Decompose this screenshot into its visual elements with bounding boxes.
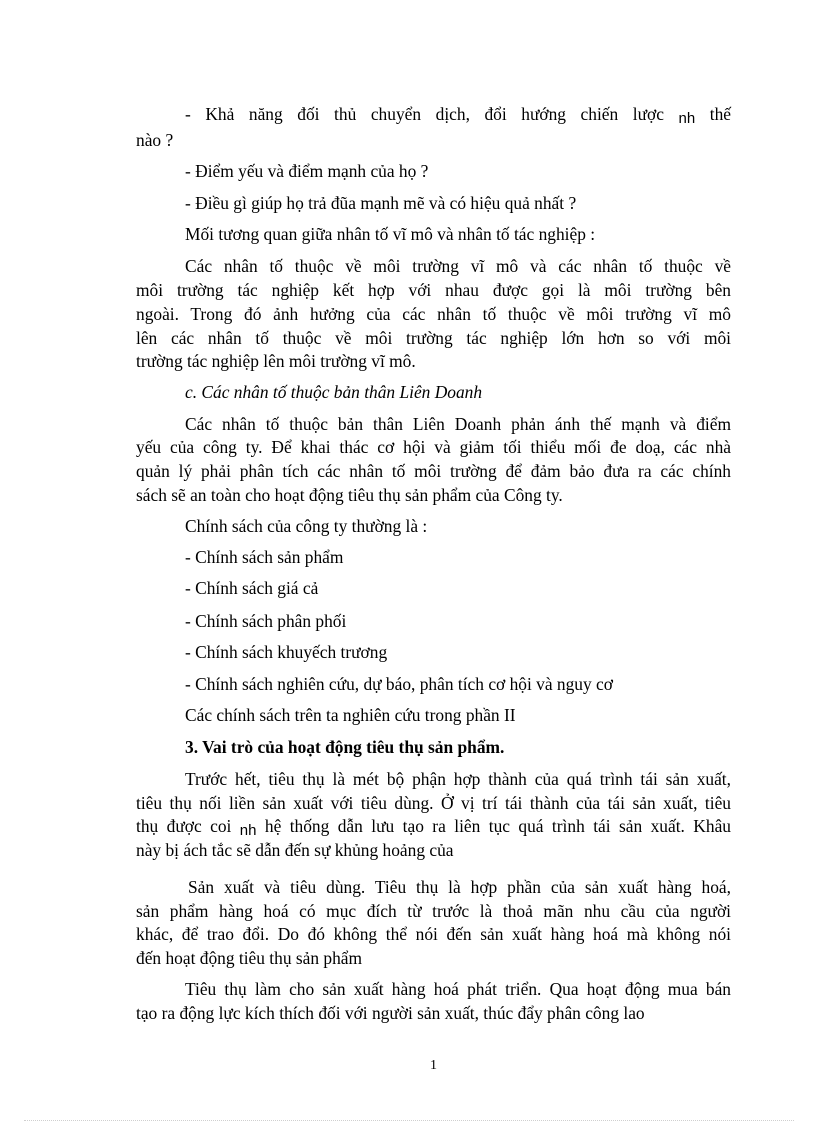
section-heading: 3. Vai trò của hoạt động tiêu thụ sản phẩm. xyxy=(185,737,505,757)
text-line: Tiêu thụ làm cho sản xuất hàng hoá phát triển. Qua hoạt động mua bán xyxy=(185,979,731,999)
page-number: 1 xyxy=(430,1058,437,1073)
text-line xyxy=(136,815,731,839)
text-segment: nh xyxy=(239,822,257,839)
text-line: lên các nhân tố thuộc về môi trường tác nghiệp lớn hơn so với môi xyxy=(136,328,731,348)
text-line: đến hoạt động tiêu thụ sản phẩm xyxy=(136,948,363,968)
text-line: môi trường tác nghiệp kết hợp với nhau được gọi là môi trường bên xyxy=(136,280,731,300)
text-segment: - Khả năng đối thủ chuyển dịch, đổi hướng chiến lược xyxy=(185,104,679,124)
text-segment: nh xyxy=(678,110,696,127)
text-line: ngoài. Trong đó ảnh hưởng của các nhân tố thuộc về môi trường vĩ mô xyxy=(136,304,731,324)
list-item: - Chính sách phân phối xyxy=(185,611,347,631)
text-line: yếu của công ty. Để khai thác cơ hội và giảm tối thiểu mối đe doạ, các nhà xyxy=(136,437,731,457)
text-line: quản lý phải phân tích các nhân tố môi trường để đảm bảo đưa ra các chính xyxy=(136,461,731,481)
text-line: tiêu thụ nối liền sản xuất với tiêu dùng. Ở vị trí tái thành của tái sản xuất, tiêu xyxy=(136,793,731,813)
text-line: Chính sách của công ty thường là : xyxy=(185,516,428,536)
list-item: - Chính sách nghiên cứu, dự báo, phân tích cơ hội và nguy cơ xyxy=(185,674,613,694)
text-line: sách sẽ an toàn cho hoạt động tiêu thụ sản phẩm của Công ty. xyxy=(136,485,563,505)
text-segment: thụ được coi xyxy=(136,816,240,836)
text-line: Các chính sách trên ta nghiên cứu trong phần II xyxy=(185,705,516,725)
text-line: sản phẩm hàng hoá có mục đích từ trước là thoả mãn nhu cầu của người xyxy=(136,901,731,921)
text-line: trường tác nghiệp lên môi trường vĩ mô. xyxy=(136,351,416,371)
text-line: nào ? xyxy=(136,130,174,150)
text-segment: thế xyxy=(695,104,731,124)
list-item: - Chính sách giá cả xyxy=(185,578,319,598)
text-line xyxy=(185,103,731,127)
page-divider xyxy=(24,1120,794,1121)
document-page xyxy=(136,0,731,1123)
list-item: - Điều gì giúp họ trả đũa mạnh mẽ và có hiệu quả nhất ? xyxy=(185,193,577,213)
list-item: - Chính sách khuyếch trương xyxy=(185,642,388,662)
text-line: Các nhân tố thuộc bản thân Liên Doanh phản ánh thế mạnh và điểm xyxy=(185,414,731,434)
text-line: Trước hết, tiêu thụ là mét bộ phận hợp thành của quá trình tái sản xuất, xyxy=(185,769,731,789)
text-line: khác, để trao đổi. Do đó không thể nói đến sản xuất hàng hoá mà không nói xyxy=(136,924,731,944)
text-line: tạo ra động lực kích thích đối với người sản xuất, thúc đẩy phân công lao xyxy=(136,1003,645,1023)
list-item: - Chính sách sản phẩm xyxy=(185,547,344,567)
text-line: Sản xuất và tiêu dùng. Tiêu thụ là hợp phần của sản xuất hàng hoá, xyxy=(188,877,731,897)
text-line: Các nhân tố thuộc về môi trường vĩ mô và các nhân tố thuộc về xyxy=(185,256,731,276)
text-line: này bị ách tắc sẽ dẫn đến sự khủng hoảng của xyxy=(136,840,454,860)
section-heading: c. Các nhân tố thuộc bản thân Liên Doanh xyxy=(185,382,483,402)
list-item: - Điểm yếu và điểm mạnh của họ ? xyxy=(185,161,429,181)
text-line: Mối tương quan giữa nhân tố vĩ mô và nhân tố tác nghiệp : xyxy=(185,224,596,244)
text-segment: hệ thống dẫn lưu tạo ra liên tục quá trình tái sản xuất. Khâu xyxy=(256,816,731,836)
